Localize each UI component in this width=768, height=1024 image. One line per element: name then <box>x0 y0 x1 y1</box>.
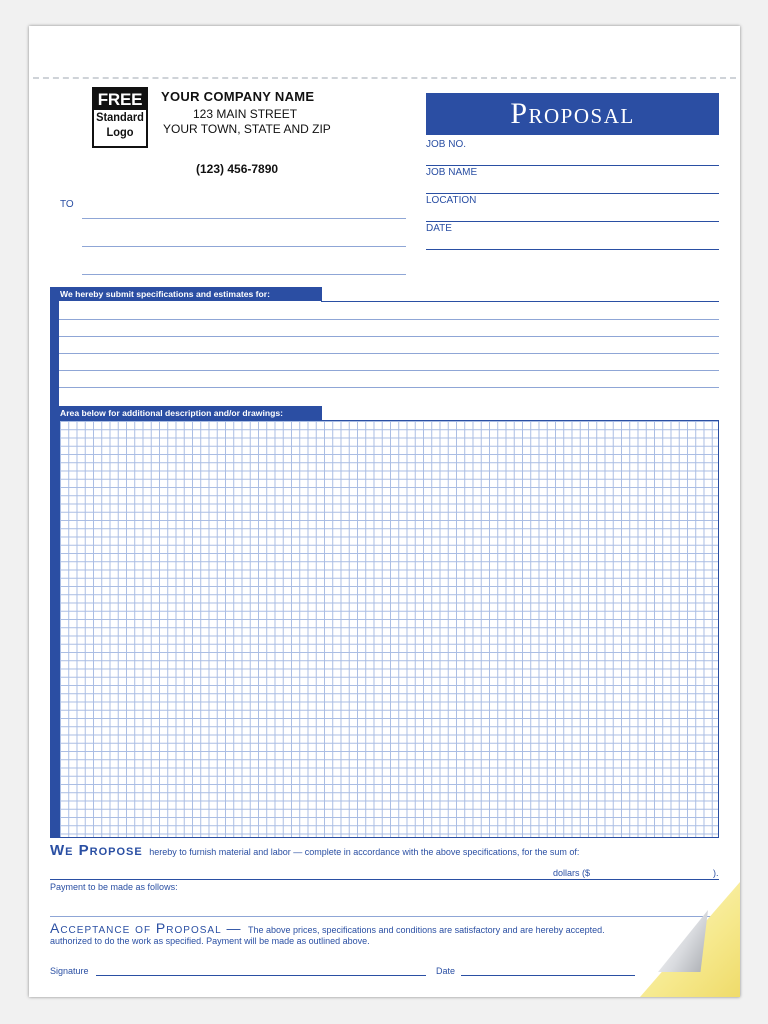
logo-free-text: FREE <box>94 89 146 110</box>
specs-line-3[interactable] <box>59 353 719 354</box>
to-address-line-1[interactable] <box>82 218 406 219</box>
logo-standard-text: Standard <box>96 110 144 124</box>
acceptance-text-2: authorized to do the work as specified. Payment will be made as outlined above. <box>50 936 370 946</box>
signature-date-field[interactable] <box>461 975 635 976</box>
company-logo <box>92 87 148 148</box>
drawing-grid-area[interactable] <box>59 420 719 838</box>
propose-line <box>50 842 579 860</box>
date-label: DATE <box>426 223 452 234</box>
location-label: LOCATION <box>426 195 477 206</box>
we-propose-text: hereby to furnish material and labor — complete in accordance with the above specifications, for the sum of: <box>149 847 580 857</box>
company-phone: (123) 456-7890 <box>196 162 279 176</box>
specs-line-2[interactable] <box>59 336 719 337</box>
specs-section-header: We hereby submit specifications and estimates for: <box>50 287 322 301</box>
to-address-line-3[interactable] <box>82 274 406 275</box>
specs-line-1[interactable] <box>59 319 719 320</box>
signature-label: Signature <box>50 966 89 976</box>
job-no-field[interactable] <box>426 165 719 166</box>
job-name-field[interactable] <box>426 193 719 194</box>
perforation-line <box>33 77 736 79</box>
specs-line-5[interactable] <box>59 387 719 388</box>
form-title-banner: Proposal <box>426 93 719 135</box>
drawings-section-header: Area below for additional description and/or drawings: <box>50 406 322 420</box>
date-field[interactable] <box>426 249 719 250</box>
acceptance-heading: Acceptance of Proposal — <box>50 920 242 936</box>
specs-line-4[interactable] <box>59 370 719 371</box>
logo-logo-text: Logo <box>106 125 134 139</box>
left-accent-bar <box>50 287 59 838</box>
job-no-label: JOB NO. <box>426 139 467 150</box>
payment-line[interactable] <box>50 916 719 917</box>
location-field[interactable] <box>426 221 719 222</box>
payment-label: Payment to be made as follows: <box>50 882 178 892</box>
to-address-line-2[interactable] <box>82 246 406 247</box>
specs-header-rule <box>321 301 719 302</box>
sum-line[interactable] <box>50 879 719 880</box>
company-address-line2: YOUR TOWN, STATE AND ZIP <box>163 122 331 136</box>
we-propose-heading: We Propose <box>50 842 143 859</box>
signature-field[interactable] <box>96 975 426 976</box>
signature-date-label: Date <box>436 966 456 976</box>
proposal-form-sheet <box>29 26 740 997</box>
dollars-close: ). <box>713 868 719 878</box>
acceptance-text: The above prices, specifications and conditions are satisfactory and are hereby accepted. <box>247 925 605 935</box>
company-name: YOUR COMPANY NAME <box>161 89 315 104</box>
to-label: TO <box>60 199 74 210</box>
dollars-label: dollars ($ <box>553 868 591 878</box>
job-name-label: JOB NAME <box>426 167 478 178</box>
company-address-line1: 123 MAIN STREET <box>193 107 298 121</box>
